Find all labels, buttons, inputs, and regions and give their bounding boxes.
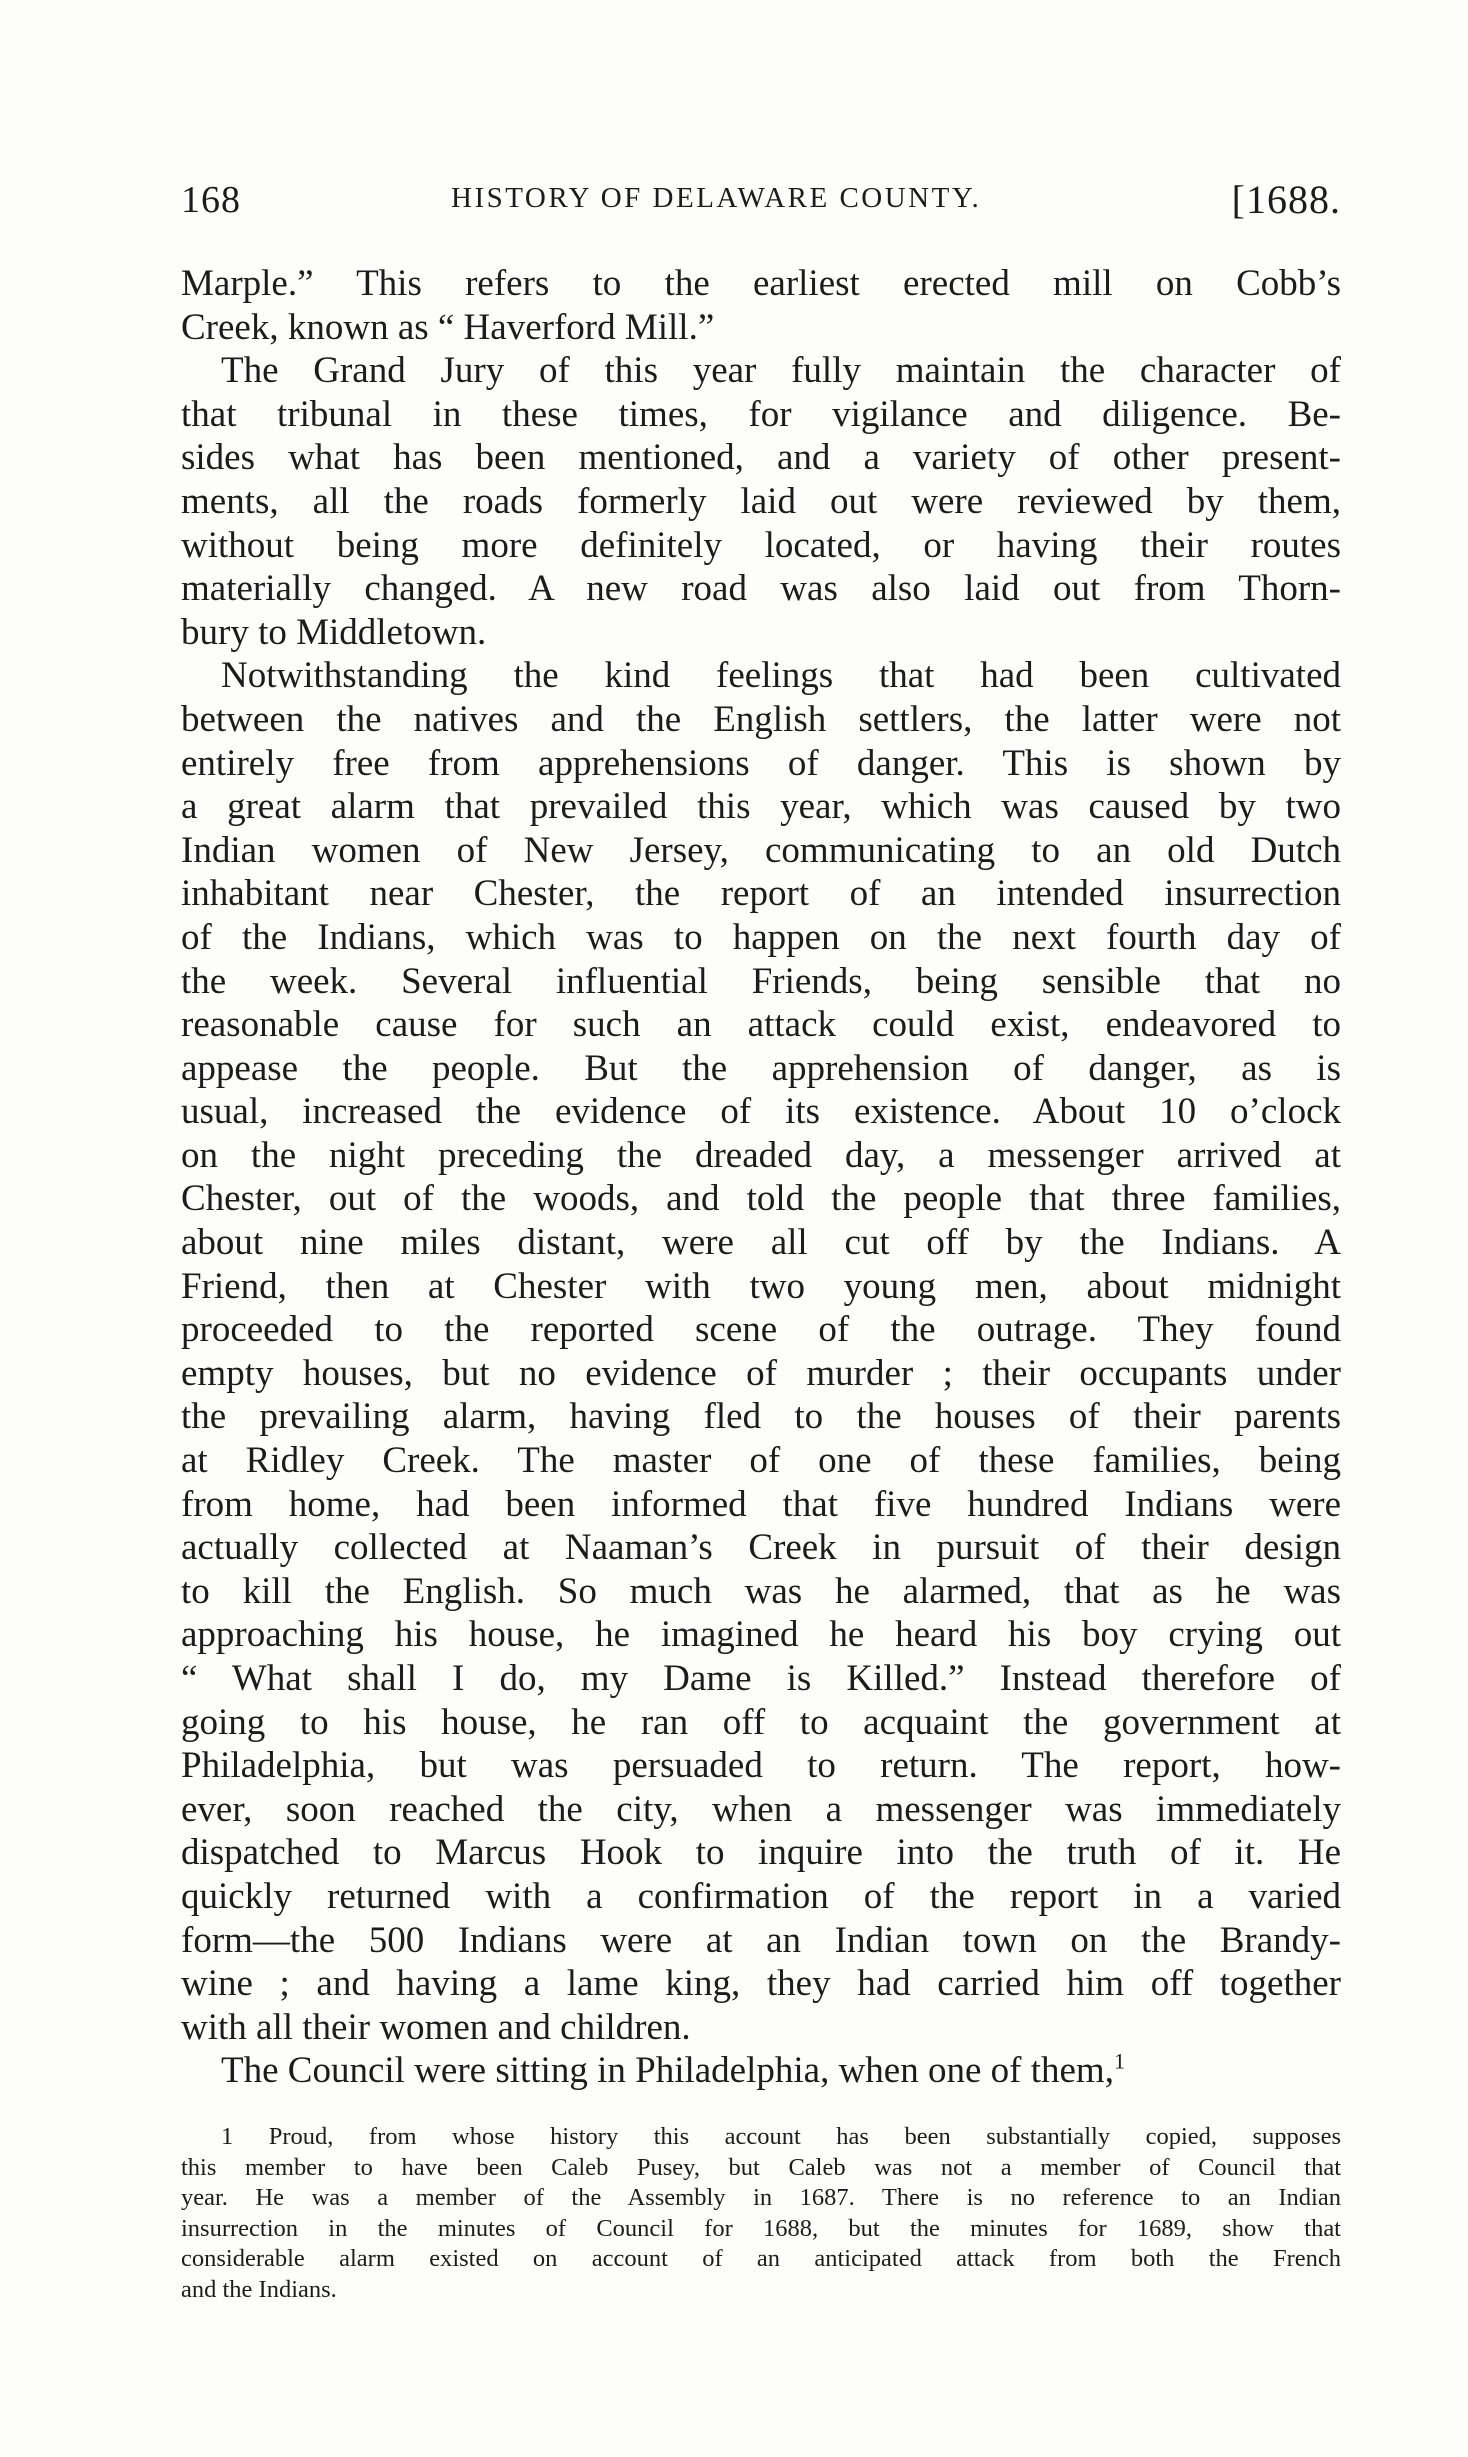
footnote-line: and the Indians. [181, 2275, 337, 2303]
body-line: a great alarm that prevailed this year, which was caused by two [181, 786, 1341, 828]
body-line: going to his house, he ran off to acquaint the government at [181, 1701, 1341, 1743]
body-line: Friend, then at Chester with two young men, about midnight [181, 1265, 1341, 1307]
body-line: approaching his house, he imagined he heard his boy crying out [181, 1614, 1341, 1656]
body-text [181, 262, 1341, 2093]
body-line: form—the 500 Indians were at an Indian town on the Brandy- [181, 1919, 1341, 1961]
footnote-line: 1 Proud, from whose history this account has been substantially copied, supposes [221, 2123, 1341, 2150]
body-line: reasonable cause for such an attack could exist, endeavored to [181, 1004, 1341, 1046]
body-line: ever, soon reached the city, when a messenger was immediately [181, 1788, 1341, 1830]
footnotes [181, 2122, 1341, 2306]
body-line-last [181, 2049, 1341, 2093]
footnote-line: this member to have been Caleb Pusey, but Caleb was not a member of Council that [181, 2153, 1341, 2181]
body-line: actually collected at Naaman’s Creek in pursuit of their design [181, 1527, 1341, 1569]
body-line: Creek, known as “ Haverford Mill.” [181, 306, 715, 348]
body-line: bury to Middletown. [181, 611, 487, 653]
body-line: on the night preceding the dreaded day, a messenger arrived at [181, 1134, 1341, 1176]
running-head-title: HISTORY OF DELAWARE COUNTY. [451, 182, 982, 214]
body-line: sides what has been mentioned, and a variety of other present- [181, 437, 1341, 479]
body-line: Chester, out of the woods, and told the people that three families, [181, 1178, 1341, 1220]
running-head [181, 178, 1341, 228]
footnote-line: year. He was a member of the Assembly in 1687. There is no reference to an Indian [181, 2184, 1341, 2212]
body-line: entirely free from apprehensions of danger. This is shown by [181, 742, 1341, 784]
body-line: of the Indians, which was to happen on the next fourth day of [181, 916, 1341, 958]
footnote-line: insurrection in the minutes of Council for 1688, but the minutes for 1689, show that [181, 2214, 1341, 2242]
body-line-text: The Council were sitting in Philadelphia, when one of them, [221, 2050, 1114, 2092]
body-line: The Grand Jury of this year fully maintain the character of [221, 350, 1341, 392]
footnote-line: considerable alarm existed on account of an anticipated attack from both the French [181, 2245, 1341, 2273]
body-line: Notwithstanding the kind feelings that had been cultivated [221, 655, 1341, 697]
body-line: to kill the English. So much was he alarmed, that as he was [181, 1570, 1341, 1612]
body-line: between the natives and the English settlers, the latter were not [181, 698, 1341, 740]
body-line: Marple.” This refers to the earliest erected mill on Cobb’s [181, 263, 1341, 304]
body-line: quickly returned with a confirmation of the report in a varied [181, 1875, 1341, 1917]
body-line: Indian women of New Jersey, communicating to an old Dutch [181, 829, 1341, 871]
body-line: ments, all the roads formerly laid out were reviewed by them, [181, 480, 1341, 522]
body-line: empty houses, but no evidence of murder ; their occupants under [181, 1352, 1341, 1394]
footnote-reference: 1 [1113, 2049, 1126, 2075]
body-line: wine ; and having a lame king, they had carried him off together [181, 1963, 1341, 2005]
body-line: Philadelphia, but was persuaded to return. The report, how- [181, 1745, 1341, 1787]
body-line: from home, had been informed that five hundred Indians were [181, 1483, 1341, 1525]
body-line: “ What shall I do, my Dame is Killed.” Instead therefore of [181, 1658, 1341, 1699]
body-line: the week. Several influential Friends, being sensible that no [181, 960, 1341, 1002]
body-line: at Ridley Creek. The master of one of these families, being [181, 1440, 1341, 1482]
body-line: dispatched to Marcus Hook to inquire into the truth of it. He [181, 1832, 1341, 1874]
body-line: materially changed. A new road was also laid out from Thorn- [181, 568, 1341, 610]
body-line: inhabitant near Chester, the report of an intended insurrection [181, 873, 1341, 915]
body-line: proceeded to the reported scene of the outrage. They found [181, 1309, 1341, 1351]
body-line: without being more definitely located, or having their routes [181, 524, 1341, 566]
body-line: with all their women and children. [181, 2006, 691, 2048]
page-number: 168 [181, 179, 241, 221]
body-line: about nine miles distant, were all cut off by the Indians. A [181, 1222, 1341, 1264]
body-line: usual, increased the evidence of its existence. About 10 o’clock [181, 1091, 1341, 1133]
running-head-year: [1688. [1231, 177, 1341, 222]
body-line: that tribunal in these times, for vigilance and diligence. Be- [181, 393, 1341, 435]
body-line: the prevailing alarm, having fled to the houses of their parents [181, 1396, 1341, 1438]
body-line: appease the people. But the apprehension of danger, as is [181, 1047, 1341, 1089]
